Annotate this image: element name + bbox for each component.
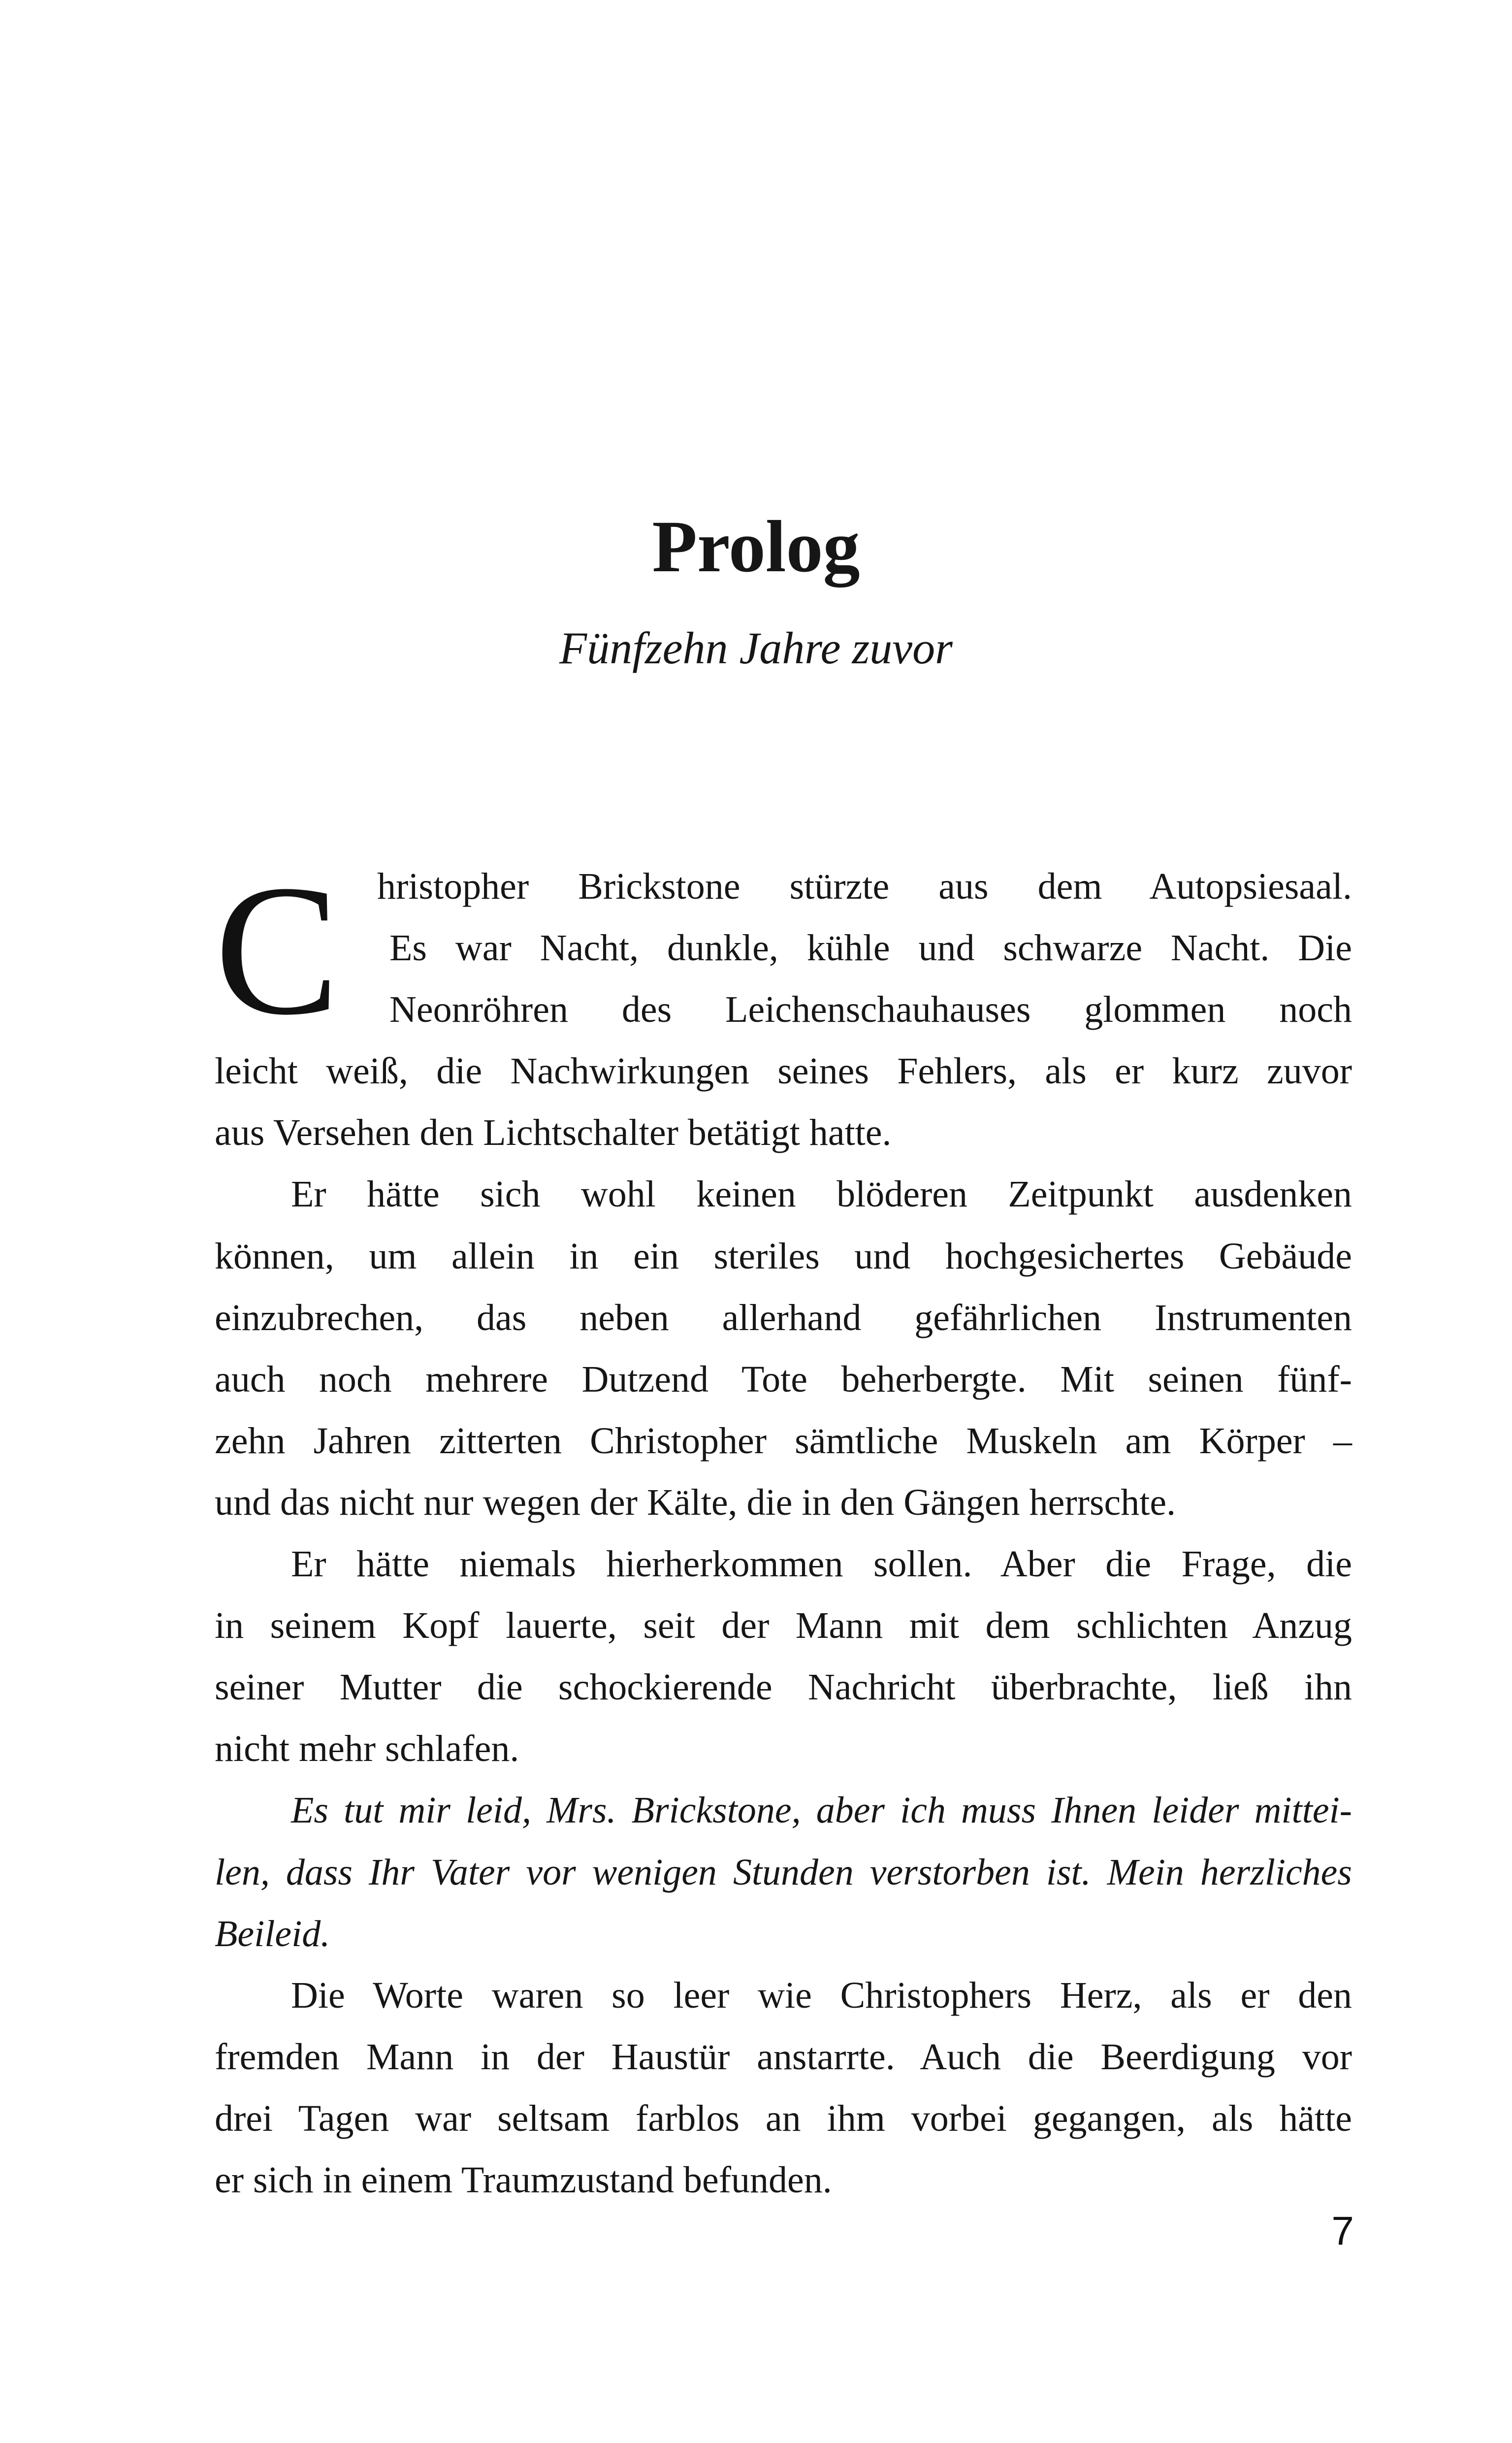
text-line: drei Tagen war seltsam farblos an ihm vorbei gegangen, als hätte	[215, 2097, 1352, 2139]
text-line: Neonröhren des Leichenschauhauses glommen noch	[389, 989, 1352, 1031]
text-line: hristopher Brickstone stürzte aus dem Autopsiesaal.	[377, 866, 1352, 907]
text-line: Er hätte niemals hierherkommen sollen. Aber die Frage, die	[291, 1543, 1352, 1585]
text-line-italic: Es tut mir leid, Mrs. Brickstone, aber ich muss Ihnen leider mittei-	[291, 1790, 1352, 1831]
text-line-italic: len, dass Ihr Vater vor wenigen Stunden verstorben ist. Mein herzliches	[215, 1851, 1352, 1893]
text-line: können, um allein in ein steriles und hochgesichertes Gebäude	[215, 1235, 1352, 1277]
text-line: leicht weiß, die Nachwirkungen seines Fehlers, als er kurz zuvor	[215, 1050, 1352, 1092]
text-line: Die Worte waren so leer wie Christophers Herz, als er den	[291, 1974, 1352, 2016]
text-line: einzubrechen, das neben allerhand gefährlichen Instrumenten	[215, 1297, 1352, 1338]
text-line: in seinem Kopf lauerte, seit der Mann mit dem schlichten Anzug	[215, 1605, 1352, 1647]
text-line: nicht mehr schlafen.	[215, 1728, 519, 1770]
text-line-italic: Beileid.	[215, 1913, 330, 1954]
text-line: und das nicht nur wegen der Kälte, die in den Gängen herrschte.	[215, 1481, 1176, 1523]
text-line: er sich in einem Traumzustand befunden.	[215, 2159, 832, 2201]
text-line: Er hätte sich wohl keinen blöderen Zeitpunkt ausdenken	[291, 1173, 1352, 1215]
text-line: auch noch mehrere Dutzend Tote beherbergte. Mit seinen fünf-	[215, 1358, 1352, 1400]
body-text	[215, 847, 1352, 2211]
chapter-subtitle: Fünfzehn Jahre zuvor	[559, 623, 953, 673]
text-line: seiner Mutter die schockierende Nachricht überbrachte, ließ ihn	[215, 1666, 1352, 1708]
text-line: Es war Nacht, dunkle, kühle und schwarze Nacht. Die	[389, 927, 1352, 969]
chapter-title: Prolog	[652, 506, 860, 587]
drop-cap: C	[215, 847, 340, 1054]
page-number: 7	[1331, 2209, 1354, 2253]
text-line: fremden Mann in der Haustür anstarrte. Auch die Beerdigung vor	[215, 2036, 1352, 2078]
text-line: zehn Jahren zitterten Christopher sämtliche Muskeln am Körper –	[215, 1420, 1352, 1462]
text-line: aus Versehen den Lichtschalter betätigt hatte.	[215, 1112, 892, 1154]
